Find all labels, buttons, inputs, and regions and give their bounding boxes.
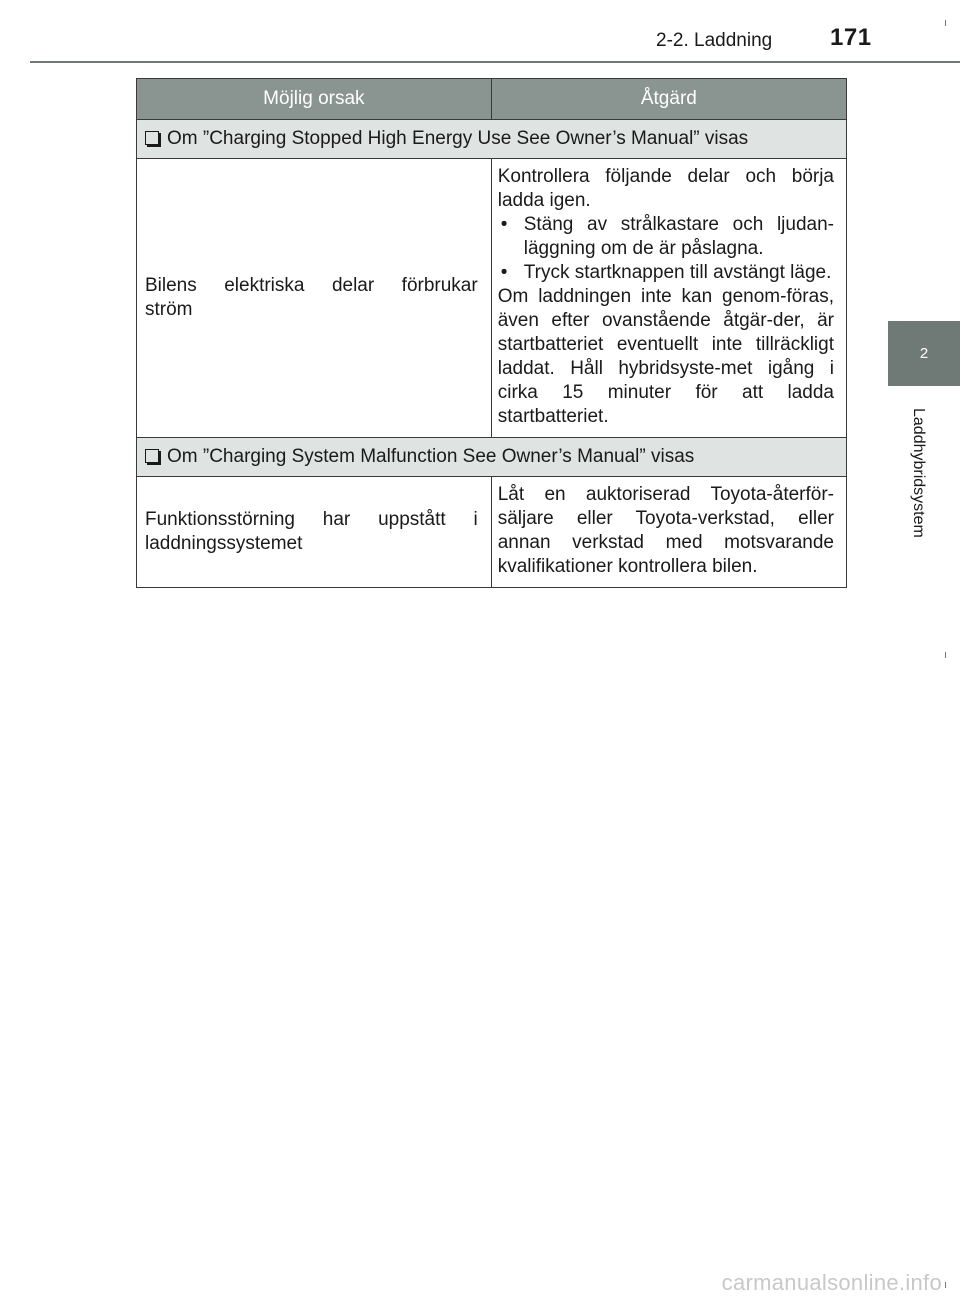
page-number: 171 <box>830 24 872 51</box>
cause-cell <box>137 159 492 438</box>
chapter-number: 2 <box>919 345 929 362</box>
action-cell <box>491 477 846 588</box>
cause-action-table <box>136 78 847 588</box>
edge-mark <box>945 20 946 26</box>
action-text: Låt en auktoriserad Toyota-återför-säljare eller Toyota-verkstad, eller annan verkstad med motsvarande kvalifikationer kontrollera bilen. <box>497 484 834 577</box>
action-cell <box>491 159 846 438</box>
table-row <box>137 477 847 588</box>
checkbox-icon <box>145 131 159 145</box>
section-heading <box>137 120 847 159</box>
cause-line: laddningssystemet <box>145 533 303 554</box>
section-title-text: Om ”Charging Stopped High Energy Use See Owner’s Manual” visas <box>167 128 749 149</box>
list-item <box>498 213 834 261</box>
section-heading <box>137 438 847 477</box>
bullet-text: Stäng av strålkastare och ljudan-läggning om de är påslagna. <box>523 214 834 259</box>
header-action: Åtgärd <box>491 79 846 120</box>
chapter-title <box>907 408 929 578</box>
table-header-row <box>137 79 847 120</box>
cause-line: Funktionsstörning har uppstått i <box>145 509 478 530</box>
section-title-text: Om ”Charging System Malfunction See Owner’s Manual” visas <box>167 446 695 467</box>
action-intro: Kontrollera följande delar och börja ladda igen. <box>497 166 834 211</box>
bullet-text: Tryck startknappen till avstängt läge. <box>523 262 832 283</box>
table-row <box>137 159 847 438</box>
cause-cell <box>137 477 492 588</box>
checkbox-icon <box>145 449 159 463</box>
chapter-tab <box>888 321 960 386</box>
bullet-icon: • <box>500 262 508 283</box>
section-row <box>137 120 847 159</box>
section-title: 2-2. Laddning <box>656 30 773 51</box>
section-row <box>137 438 847 477</box>
cause-line: Bilens elektriska delar förbrukar <box>145 275 478 296</box>
action-outro: Om laddningen inte kan genom-föras, även efter ovanstående åtgär-der, är startbatteriet eventuellt inte tillräckligt laddat. Håll hybridsyste-met igång i cirka 15 minuter för att ladda startbatteriet. <box>497 286 834 427</box>
cause-line: ström <box>145 299 193 320</box>
header-rule <box>30 61 960 63</box>
header-cause: Möjlig orsak <box>137 79 492 120</box>
watermark: carmanualsonline.info <box>721 1270 942 1295</box>
chapter-title-text: Laddhybridsystem <box>910 408 927 538</box>
edge-mark <box>945 1282 946 1288</box>
bullet-icon: • <box>500 214 508 235</box>
edge-mark <box>945 652 946 658</box>
list-item <box>498 261 834 285</box>
